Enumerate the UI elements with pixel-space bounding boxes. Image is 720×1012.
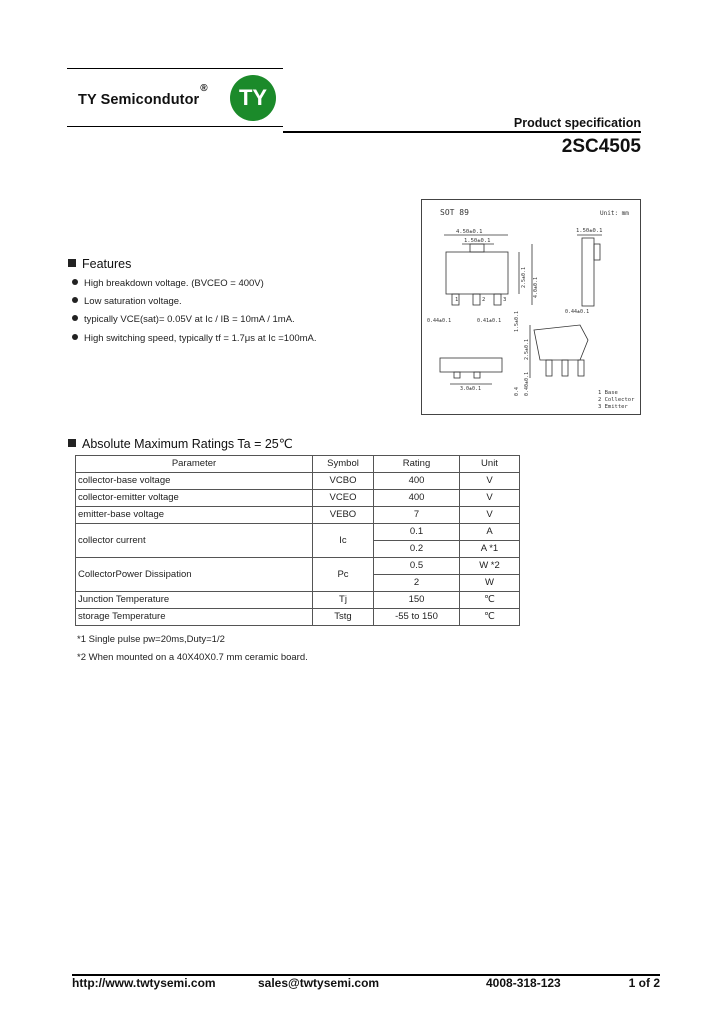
package-unit: Unit: mm [600,210,629,217]
param-cell: Junction Temperature [76,592,313,609]
feature-text: Low saturation voltage. [84,296,182,307]
header-rule-right [283,131,641,133]
param-cell: collector-emitter voltage [76,490,313,507]
features-title [68,257,131,271]
pin-3-label: 3 [503,297,507,303]
feature-text: High breakdown voltage. (BVCEO = 400V) [84,278,264,289]
dim-lead-length: 0.4 [514,386,520,396]
feature-text: High switching speed, typically tf = 1.7μs at Ic =100mA. [84,333,317,344]
registered-mark: ® [200,83,208,94]
footer-phone: 4008-318-123 [486,976,561,990]
unit-cell: V [460,473,520,490]
table-row [76,524,520,541]
table-row [76,473,520,490]
symbol-cell: VEBO [313,507,374,524]
table-row [76,490,520,507]
param-cell: collector current [76,524,313,558]
table-row [76,507,520,524]
table-row [76,558,520,575]
dim-pin-width-2: 0.41±0.1 [477,318,502,324]
dim-body-height: 2.5±0.1 [521,266,527,288]
company-name-text: TY Semicondutor [78,91,200,108]
feature-item [72,278,264,289]
header-rule-top [67,68,283,69]
package-outline-svg [422,200,640,414]
dim-top-width: 4.50±0.1 [456,229,483,235]
feature-item [72,314,295,325]
dim-side-lead: 0.44±0.1 [565,309,590,315]
dim-tab-width: 1.50±0.1 [464,238,491,244]
features-title-text: Features [82,257,132,271]
feature-item [72,296,182,307]
rating-cell: 2 [374,575,460,592]
dim-lead-height: 2.5±0.1 [524,338,530,360]
company-name [78,83,208,108]
symbol-cell: Pc [313,558,374,592]
bullet-icon [72,279,78,285]
unit-cell: A [460,524,520,541]
rating-cell: 0.2 [374,541,460,558]
dim-lead-height-2: 0.40±0.1 [524,371,530,396]
param-cell: emitter-base voltage [76,507,313,524]
rating-cell: 150 [374,592,460,609]
side-view [577,235,602,306]
part-number: 2SC4505 [561,136,641,157]
unit-cell: W *2 [460,558,520,575]
pin-2-label: 2 [482,297,486,303]
square-bullet-icon [68,439,76,447]
pin-legend-3: 3 Emitter [598,404,628,410]
rating-cell: 400 [374,490,460,507]
rating-cell: 0.5 [374,558,460,575]
param-cell: CollectorPower Dissipation [76,558,313,592]
ratings-table [75,455,520,626]
symbol-cell: VCBO [313,473,374,490]
table-row [76,592,520,609]
rating-cell: 7 [374,507,460,524]
footer-email-link[interactable]: sales@twtysemi.com [258,976,380,990]
lead-view [530,325,588,378]
symbol-cell: VCEO [313,490,374,507]
unit-cell: W [460,575,520,592]
footer-website-link[interactable]: http://www.twtysemi.com [72,976,216,990]
header-parameter: Parameter [76,456,313,473]
bullet-icon [72,334,78,340]
ratings-title [68,436,293,451]
package-name: SOT 89 [440,208,469,217]
top-view [444,235,532,305]
bottom-view [440,358,502,384]
header-rating: Rating [374,456,460,473]
symbol-cell: Tj [313,592,374,609]
rating-cell: 400 [374,473,460,490]
table-row [76,609,520,626]
pin-1-label: 1 [455,297,459,303]
bullet-icon [72,297,78,303]
unit-cell: A *1 [460,541,520,558]
table-header-row [76,456,520,473]
feature-text: typically VCE(sat)= 0.05V at Ic / IB = 10mA / 1mA. [84,314,295,325]
feature-item [72,333,317,344]
unit-cell: ℃ [460,592,520,609]
rating-cell: 0.1 [374,524,460,541]
dim-body-height-2: 4.0±0.1 [533,276,539,298]
dim-pitch-side: 1.5±0.1 [514,310,520,332]
pin-legend-2: 2 Collector [598,397,635,403]
symbol-cell: Ic [313,524,374,558]
dim-side-thick: 1.50±0.1 [576,228,603,234]
symbol-cell: Tstg [313,609,374,626]
unit-cell: ℃ [460,609,520,626]
footnote-1: *1 Single pulse pw=20ms,Duty=1/2 [77,634,225,645]
doc-type: Product specification [513,116,641,130]
package-drawing [421,199,641,415]
dim-pin-width: 0.44±0.1 [427,318,452,324]
param-cell: storage Temperature [76,609,313,626]
header-symbol: Symbol [313,456,374,473]
footnote-2: *2 When mounted on a 40X40X0.7 mm ceramic board. [77,652,308,663]
company-logo: TY [230,75,276,121]
pin-legend-1: 1 Base [598,390,618,396]
unit-cell: V [460,507,520,524]
square-bullet-icon [68,259,76,267]
header-unit: Unit [460,456,520,473]
bullet-icon [72,315,78,321]
param-cell: collector-base voltage [76,473,313,490]
header-rule-left [67,126,283,127]
dim-pitch: 3.0±0.1 [460,386,482,392]
page-number: 1 of 2 [628,976,660,990]
unit-cell: V [460,490,520,507]
ratings-title-text: Absolute Maximum Ratings Ta = 25℃ [82,437,293,451]
rating-cell: -55 to 150 [374,609,460,626]
